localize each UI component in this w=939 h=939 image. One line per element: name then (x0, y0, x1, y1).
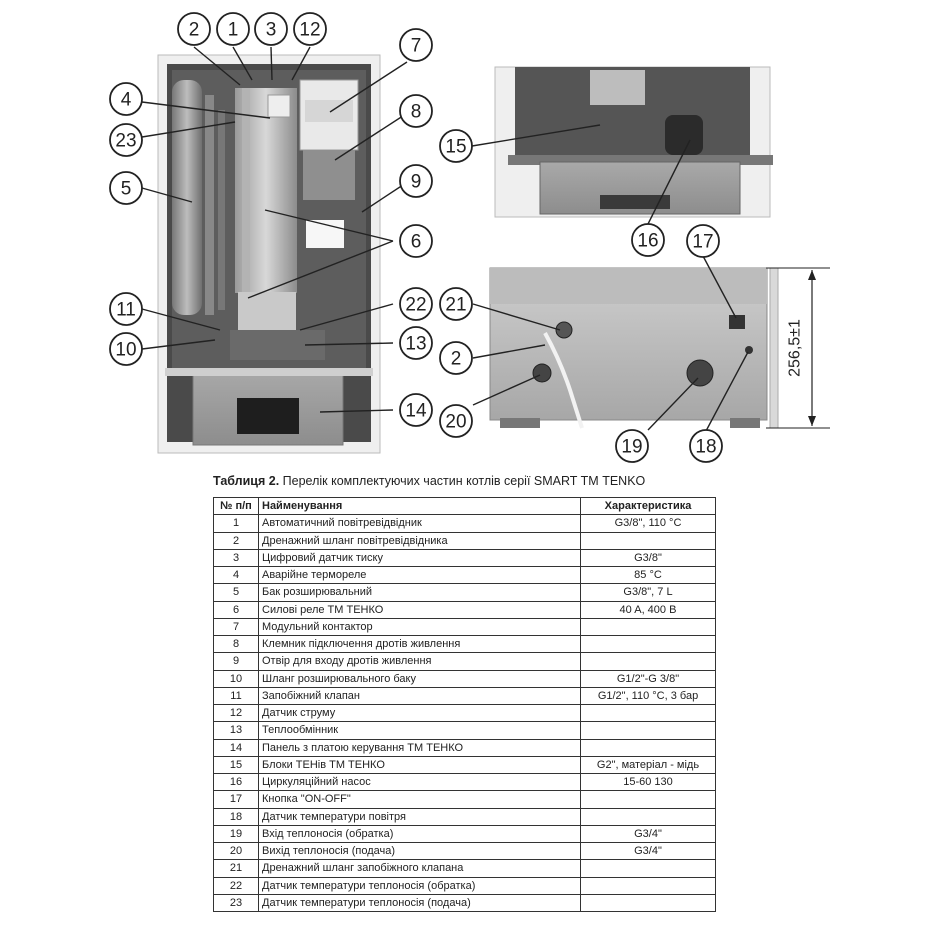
table-row (214, 808, 716, 825)
column-header-characteristic: Характеристика (581, 498, 716, 515)
callout-number: 19 (621, 436, 643, 458)
table-row (214, 791, 716, 808)
cell-name: Клемник підключення дротів живлення (259, 636, 581, 653)
callout-number: 23 (115, 130, 137, 152)
callout-marker (110, 172, 142, 204)
cell-name: Кнопка "ON-OFF" (259, 791, 581, 808)
cell-characteristic: 15-60 130 (581, 774, 716, 791)
cell-number: 11 (214, 687, 259, 704)
table-body (214, 515, 716, 912)
callout-number: 2 (188, 19, 200, 41)
cell-number: 18 (214, 808, 259, 825)
boiler-bottom-view-photo (495, 67, 773, 217)
table-header-row (214, 498, 716, 515)
cell-characteristic: G2", матеріал - мідь (581, 756, 716, 773)
cell-number: 14 (214, 739, 259, 756)
callout-number: 13 (405, 333, 427, 355)
cell-characteristic (581, 808, 716, 825)
table-row (214, 549, 716, 566)
callout-marker (178, 13, 210, 45)
cell-number: 15 (214, 756, 259, 773)
table-row (214, 774, 716, 791)
table-row (214, 601, 716, 618)
callout-marker (400, 225, 432, 257)
callout-marker (690, 430, 722, 462)
table-row (214, 843, 716, 860)
table-row (214, 860, 716, 877)
cell-name: Бак розширювальний (259, 584, 581, 601)
cell-characteristic: G3/8", 110 °C (581, 515, 716, 532)
callout-number: 9 (410, 171, 422, 193)
table-row (214, 722, 716, 739)
cell-characteristic: G1/2", 110 °C, 3 бар (581, 687, 716, 704)
cell-characteristic (581, 636, 716, 653)
cell-number: 6 (214, 601, 259, 618)
callout-number: 12 (299, 19, 321, 41)
cell-characteristic (581, 653, 716, 670)
table-caption-prefix: Таблиця 2. (213, 474, 280, 488)
cell-number: 2 (214, 532, 259, 549)
boiler-underside-photo (490, 268, 778, 428)
callout-number: 14 (405, 400, 427, 422)
cell-name: Датчик температури теплоносія (подача) (259, 894, 581, 911)
callout-marker (110, 333, 142, 365)
cell-number: 8 (214, 636, 259, 653)
cell-number: 1 (214, 515, 259, 532)
cell-name: Датчик температури теплоносія (обратка) (259, 877, 581, 894)
cell-name: Циркуляційний насос (259, 774, 581, 791)
callout-marker (400, 165, 432, 197)
cell-number: 20 (214, 843, 259, 860)
cell-characteristic: G3/4" (581, 825, 716, 842)
cell-name: Дренажний шланг запобіжного клапана (259, 860, 581, 877)
cell-number: 4 (214, 567, 259, 584)
cell-number: 22 (214, 877, 259, 894)
cell-name: Силові реле ТМ ТЕНКО (259, 601, 581, 618)
cell-name: Аварійне термореле (259, 567, 581, 584)
callout-marker (687, 225, 719, 257)
cell-name: Датчик температури повітря (259, 808, 581, 825)
cell-name: Цифровий датчик тиску (259, 549, 581, 566)
cell-characteristic (581, 532, 716, 549)
cell-number: 23 (214, 894, 259, 911)
table-row (214, 567, 716, 584)
cell-number: 13 (214, 722, 259, 739)
callout-number: 22 (405, 294, 427, 316)
callout-marker (110, 124, 142, 156)
callout-number: 21 (445, 294, 467, 316)
cell-name: Теплообмінник (259, 722, 581, 739)
callout-marker (400, 95, 432, 127)
cell-characteristic: G1/2"-G 3/8" (581, 670, 716, 687)
callout-number: 1 (227, 19, 239, 41)
callout-number: 4 (120, 89, 132, 111)
table-row (214, 532, 716, 549)
cell-number: 9 (214, 653, 259, 670)
table-row (214, 653, 716, 670)
cell-name: Вихід теплоносія (подача) (259, 843, 581, 860)
callout-marker (400, 327, 432, 359)
column-header-name: Найменування (259, 498, 581, 515)
parts-table (213, 497, 716, 912)
cell-number: 12 (214, 705, 259, 722)
table-row (214, 584, 716, 601)
cell-characteristic (581, 739, 716, 756)
callout-number: 16 (637, 230, 659, 252)
callout-number: 3 (265, 19, 277, 41)
callout-marker (255, 13, 287, 45)
column-header-number: № п/п (214, 498, 259, 515)
cell-number: 19 (214, 825, 259, 842)
table-row (214, 894, 716, 911)
callout-number: 6 (410, 231, 422, 253)
cell-name: Шланг розширювального баку (259, 670, 581, 687)
cell-number: 16 (214, 774, 259, 791)
table-row (214, 636, 716, 653)
cell-characteristic: 40 A, 400 B (581, 601, 716, 618)
callout-number: 20 (445, 411, 467, 433)
cell-name: Вхід теплоносія (обратка) (259, 825, 581, 842)
dimension-label: 256,5±1 (786, 319, 804, 377)
cell-characteristic: G3/8", 7 L (581, 584, 716, 601)
cell-characteristic (581, 722, 716, 739)
table-caption-text: Перелік комплектуючих частин котлів серії SMART ТМ TENKO (279, 474, 646, 488)
callout-number: 2 (450, 348, 462, 370)
callout-marker (400, 394, 432, 426)
table-caption (213, 474, 645, 488)
cell-name: Панель з платою керування ТМ ТЕНКО (259, 739, 581, 756)
table-row (214, 877, 716, 894)
callout-marker (217, 13, 249, 45)
callout-marker (440, 130, 472, 162)
callout-number: 15 (445, 136, 467, 158)
callout-number: 11 (116, 299, 136, 321)
callout-marker (110, 293, 142, 325)
cell-name: Отвір для входу дротів живлення (259, 653, 581, 670)
callout-number: 8 (410, 101, 422, 123)
callout-number: 10 (115, 339, 137, 361)
table-row (214, 756, 716, 773)
cell-number: 5 (214, 584, 259, 601)
cell-number: 7 (214, 618, 259, 635)
cell-number: 3 (214, 549, 259, 566)
cell-name: Датчик струму (259, 705, 581, 722)
callout-number: 17 (692, 231, 714, 253)
cell-characteristic (581, 894, 716, 911)
table-row (214, 670, 716, 687)
table-row (214, 825, 716, 842)
cell-name: Блоки ТЕНів ТМ ТЕНКО (259, 756, 581, 773)
cell-characteristic: G3/8" (581, 549, 716, 566)
callout-number: 18 (695, 436, 717, 458)
callout-marker (400, 29, 432, 61)
cell-name: Запобіжний клапан (259, 687, 581, 704)
callout-marker (632, 224, 664, 256)
table-row (214, 739, 716, 756)
cell-name: Модульний контактор (259, 618, 581, 635)
table-row (214, 618, 716, 635)
cell-number: 17 (214, 791, 259, 808)
table-row (214, 515, 716, 532)
cell-name: Дренажний шланг повітревідвідника (259, 532, 581, 549)
cell-characteristic (581, 705, 716, 722)
boiler-front-photo (158, 55, 380, 453)
callout-marker (440, 342, 472, 374)
cell-characteristic: 85 °C (581, 567, 716, 584)
cell-characteristic (581, 791, 716, 808)
cell-name: Автоматичний повітревідвідник (259, 515, 581, 532)
callout-marker (440, 288, 472, 320)
callout-number: 7 (410, 35, 422, 57)
cell-characteristic (581, 618, 716, 635)
table-row (214, 687, 716, 704)
callout-marker (294, 13, 326, 45)
cell-characteristic: G3/4" (581, 843, 716, 860)
callout-marker (110, 83, 142, 115)
callout-number: 5 (120, 178, 132, 200)
callout-marker (440, 405, 472, 437)
table-row (214, 705, 716, 722)
cell-characteristic (581, 860, 716, 877)
cell-characteristic (581, 877, 716, 894)
cell-number: 21 (214, 860, 259, 877)
callout-marker (400, 288, 432, 320)
callout-marker (616, 430, 648, 462)
cell-number: 10 (214, 670, 259, 687)
